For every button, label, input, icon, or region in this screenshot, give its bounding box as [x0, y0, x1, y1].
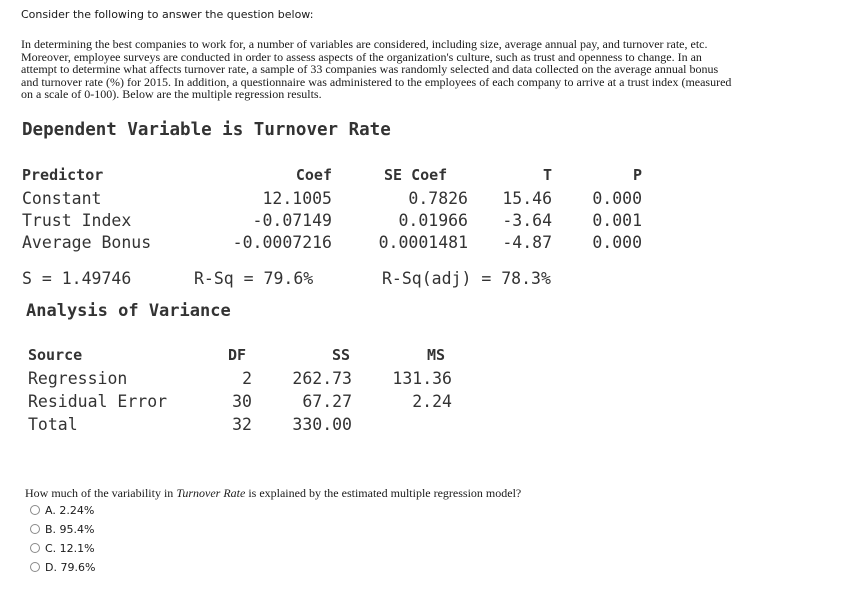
header-source: Source: [28, 346, 83, 364]
r-squared-adjusted: R-Sq(adj) = 78.3%: [382, 269, 551, 288]
ss-cell: 67.27: [302, 392, 352, 411]
table-row: [22, 211, 642, 233]
se-coef-cell: 0.0001481: [378, 233, 468, 252]
coef-cell: -0.07149: [252, 211, 332, 230]
paragraph-line: attempt to determine what affects turnover rate, a sample of 33 companies was randomly selected and data collected on the average annual bonus: [21, 62, 719, 77]
question-prefix: How much of the variability in: [25, 486, 177, 500]
header-df: DF: [228, 346, 247, 364]
se-coef-cell: 0.7826: [408, 189, 468, 208]
source-cell: Regression: [28, 369, 128, 388]
option-label: A. 2.24%: [45, 504, 95, 517]
t-cell: -4.87: [502, 233, 552, 252]
table-row: [22, 392, 452, 414]
table-row: [22, 415, 352, 437]
ms-cell: 2.24: [412, 392, 452, 411]
header-se-coef: SE Coef: [384, 166, 448, 184]
p-cell: 0.001: [592, 211, 642, 230]
table-row: [22, 369, 452, 391]
paragraph-line: and turnover rate (%) for 2015. In addition, a questionnaire was administered to the employees of each company to arrive at a trust index (measured: [21, 74, 732, 89]
ss-cell: 330.00: [292, 415, 352, 434]
ms-cell: 131.36: [392, 369, 452, 388]
paragraph-line: on a scale of 0-100). Below are the multiple regression results.: [21, 87, 322, 102]
source-cell: Residual Error: [28, 392, 168, 411]
ss-cell: 262.73: [292, 369, 352, 388]
radio-button-icon[interactable]: [30, 524, 40, 534]
t-cell: 15.46: [502, 189, 552, 208]
radio-button-icon[interactable]: [30, 505, 40, 515]
paragraph-line: In determining the best companies to work for, a number of variables are considered, including size, average annual pay, and turnover rate, etc.: [21, 37, 708, 51]
question-text: [25, 486, 521, 501]
question-suffix: is explained by the estimated multiple regression model?: [245, 486, 522, 500]
predictor-cell: Trust Index: [22, 211, 132, 230]
paragraph-line: Moreover, employee surveys are conducted in order to assess aspects of the organization's culture, such as trust and openness to change. In an: [21, 49, 702, 64]
source-cell: Total: [28, 415, 78, 434]
df-cell: 2: [242, 369, 252, 388]
predictor-cell: Average Bonus: [22, 233, 152, 252]
problem-paragraph: [21, 38, 821, 101]
anova-header-row: [22, 346, 446, 368]
se-coef-cell: 0.01966: [398, 211, 468, 230]
df-cell: 30: [232, 392, 252, 411]
anova-heading: Analysis of Variance: [26, 301, 231, 321]
fit-statistics-row: [22, 269, 551, 291]
radio-button-icon[interactable]: [30, 543, 40, 553]
coef-header-row: [22, 166, 642, 188]
dependent-variable-heading: Dependent Variable is Turnover Rate: [22, 120, 391, 140]
coef-cell: 12.1005: [262, 189, 332, 208]
df-cell: 32: [232, 415, 252, 434]
header-predictor: Predictor: [22, 166, 104, 184]
p-cell: 0.000: [592, 189, 642, 208]
header-p: P: [632, 166, 642, 184]
header-coef: Coef: [295, 166, 332, 184]
p-cell: 0.000: [592, 233, 642, 252]
s-statistic: S = 1.49746: [22, 269, 132, 288]
question-italic-term: Turnover Rate: [176, 486, 246, 500]
option-label: D. 79.6%: [45, 561, 96, 574]
intro-text: Consider the following to answer the question below:: [21, 8, 314, 21]
coef-cell: -0.0007216: [232, 233, 332, 252]
t-cell: -3.64: [502, 211, 552, 230]
header-ms: MS: [427, 346, 446, 364]
radio-button-icon[interactable]: [30, 562, 40, 572]
option-label: C. 12.1%: [45, 542, 95, 555]
header-ss: SS: [332, 346, 351, 364]
predictor-cell: Constant: [22, 189, 102, 208]
option-label: B. 95.4%: [45, 523, 95, 536]
table-row: [22, 233, 642, 255]
header-t: T: [542, 166, 552, 184]
table-row: [22, 189, 642, 211]
r-squared: R-Sq = 79.6%: [194, 269, 314, 288]
